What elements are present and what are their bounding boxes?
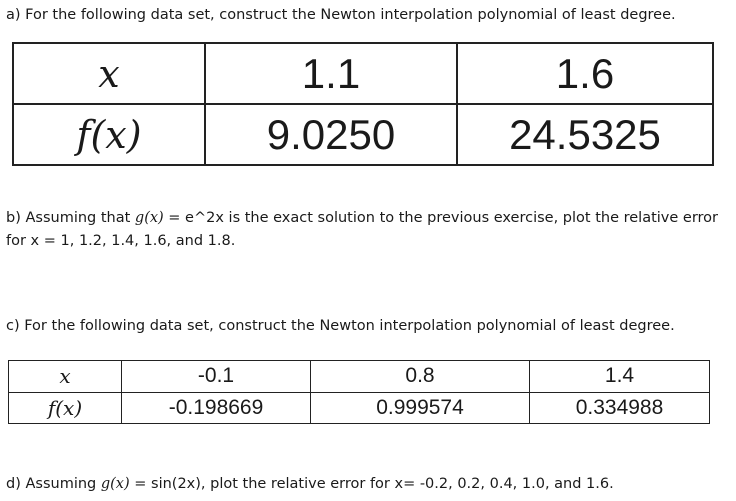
question-a-text: a) For the following data set, construct the Newton interpolation polynomial of least degree.: [6, 7, 676, 23]
table-cell: -0.1: [122, 361, 311, 393]
function-g: g(x): [100, 476, 130, 492]
row-label-fx: f(x): [9, 392, 122, 424]
table-row-fx: [13, 104, 713, 165]
question-b-prefix: b) Assuming that: [6, 210, 135, 226]
table-cell: 0.999574: [311, 392, 530, 424]
question-d-suffix: = sin(2x), plot the relative error for x= -0.2, 0.2, 0.4, 1.0, and 1.6.: [129, 476, 614, 492]
table-cell: 9.0250: [205, 104, 457, 165]
row-label-x: x: [13, 43, 205, 104]
table-cell: -0.198669: [122, 392, 311, 424]
table-cell: 1.1: [205, 43, 457, 104]
question-b-text: [6, 207, 732, 253]
table-row-x: [13, 43, 713, 104]
question-d-text: [6, 473, 614, 496]
table-cell: 24.5325: [457, 104, 713, 165]
row-label-x: x: [9, 361, 122, 393]
question-c-text: c) For the following data set, construct the Newton interpolation polynomial of least degree.: [6, 318, 675, 334]
table-cell: 0.8: [311, 361, 530, 393]
question-b-suffix: = e^2x is the exact solution to the previous exercise, plot the relative error for x = 1, 1.2, 1.4, 1.6, and 1.8.: [6, 210, 719, 249]
table-cell: 0.334988: [530, 392, 710, 424]
table-row-fx: [9, 392, 710, 424]
row-label-fx: f(x): [13, 104, 205, 165]
data-table-c: [8, 360, 710, 424]
table-cell: 1.4: [530, 361, 710, 393]
data-table-a: [12, 42, 714, 166]
function-g: g(x): [134, 210, 164, 226]
table-row-x: [9, 361, 710, 393]
question-d-prefix: d) Assuming: [6, 476, 101, 492]
table-cell: 1.6: [457, 43, 713, 104]
